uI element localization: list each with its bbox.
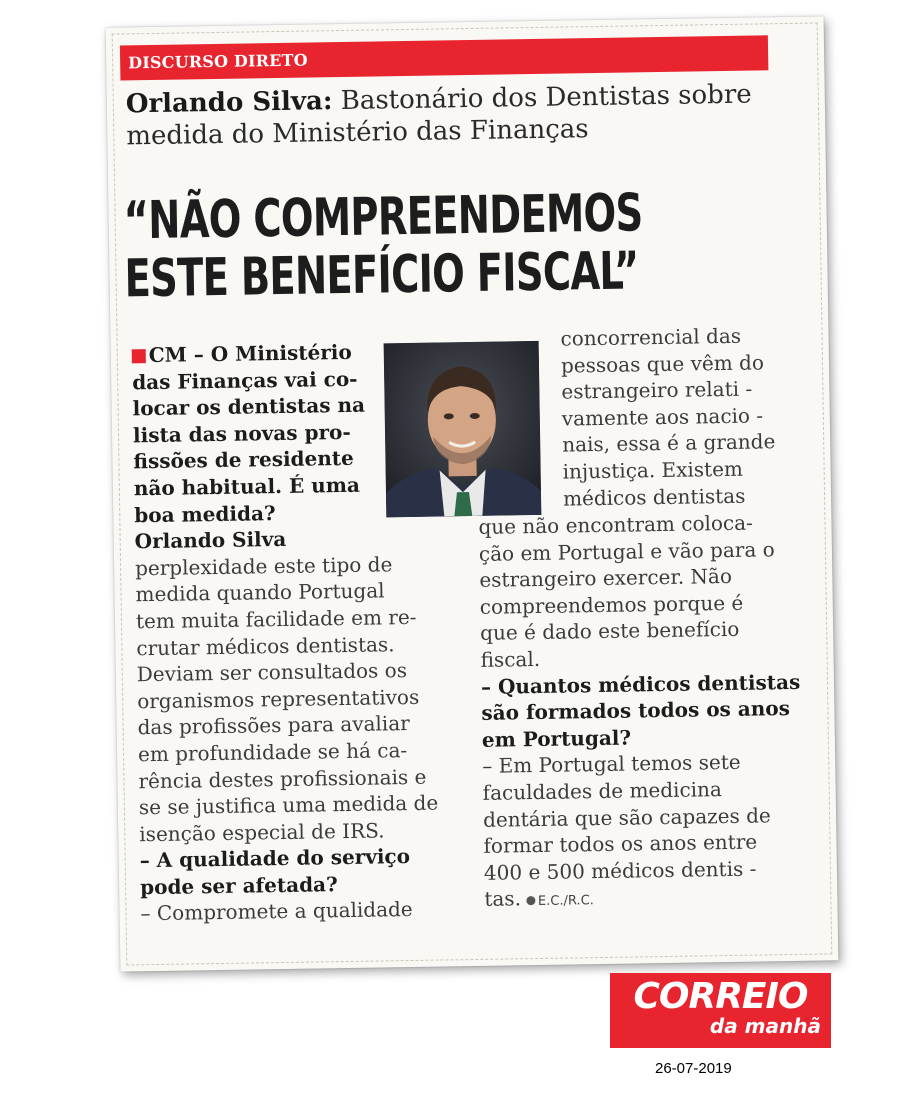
clipping-border [112,23,833,966]
signature-dot-icon [526,896,535,905]
logo-wordmark: CORREIO [633,976,808,1017]
deck-name: Orlando Silva: [125,86,333,120]
text-line: estrangeiro relati - [561,376,753,404]
text-line: crutar médicos dentistas. [136,631,395,660]
right-column-bottom [478,509,814,917]
text-line: que é dado este benefício [479,617,740,646]
newspaper-logo [610,973,831,1048]
text-line: das Finanças vai co- [132,366,358,394]
right-column-top [560,322,803,512]
text-line: – Em Portugal temos sete [482,750,741,779]
headline-line-2: ESTE BENEFÍCIO FISCAL” [124,241,639,310]
text-line: organismos representativos [137,684,420,714]
text-line: ção em Portugal e vão para o [478,536,775,566]
text-line: concorrencial das [560,323,742,351]
text-line: nais, essa é a grande [562,429,776,457]
text-line: pessoas que vêm do [560,349,765,378]
text-line: isenção especial de IRS. [139,818,385,846]
text-line: perplexidade este tipo de [134,552,393,581]
headline-line-1: “NÃO COMPREENDEMOS [123,183,643,252]
text-line: fiscal. [480,646,541,672]
text-line: não habitual. É uma [133,472,361,501]
text-line: Orlando Silva [134,527,287,554]
text-line: 400 e 500 médicos dentis - [483,856,757,885]
cm-icon [132,349,146,363]
section-label: DISCURSO DIRETO [120,35,768,80]
text-line: formar todos os anos entre [483,829,758,858]
text-line: boa medida? [134,500,276,527]
text-line: faculdades de medicina [482,777,723,805]
text-line: CM – O Ministério [132,337,462,369]
headline [123,183,643,310]
text-line: tem muita facilidade em re- [135,604,417,634]
text-line: locar os dentistas na [132,392,366,421]
last-line-text: tas. [484,886,522,912]
logo-subline: da manhã [709,1014,821,1038]
text-line: compreendemos porque é [479,590,744,619]
news-clipping [106,16,839,971]
text-line: em Portugal? [481,725,632,752]
deck [126,78,777,152]
text-line: médicos dentistas [562,483,746,511]
text-line: estrangeiro exercer. Não [479,564,733,593]
text-line: injustiça. Existem [562,456,744,484]
deck-line-1: Bastonário dos Dentistas sobre [340,79,752,117]
text-line: – Compromete a qualidade [140,897,413,926]
text-line: se se justifica uma medida de [138,790,439,820]
deck-line-2: medida do Ministério das Finanças [126,114,589,152]
text-line: rência destes profissionais e [138,764,427,793]
text-line: medida quando Portugal [135,578,385,607]
text-line: dentária que são capazes de [482,802,771,832]
text-line: pode ser afetada? [139,872,338,900]
text-line: das profissões para avaliar [137,711,410,740]
text-line: são formados todos os anos [481,696,791,726]
publication-date: 26-07-2019 [655,1060,732,1077]
text-line: – A qualidade do serviço [139,844,411,873]
text-line: lista das novas pro- [132,419,351,448]
text-line-last [484,881,814,917]
text-line: em profundidade se há ca- [137,737,408,767]
text-line: Deviam ser consultados os [136,658,408,687]
byline-signature: E.C./R.C. [537,893,594,910]
text-line: – Quantos médicos dentistas [480,669,801,699]
text-line: que não encontram coloca- [478,510,754,539]
text-line: vamente aos nacio - [561,403,764,431]
text-line: fissões de residente [133,446,354,474]
left-column [132,337,471,927]
